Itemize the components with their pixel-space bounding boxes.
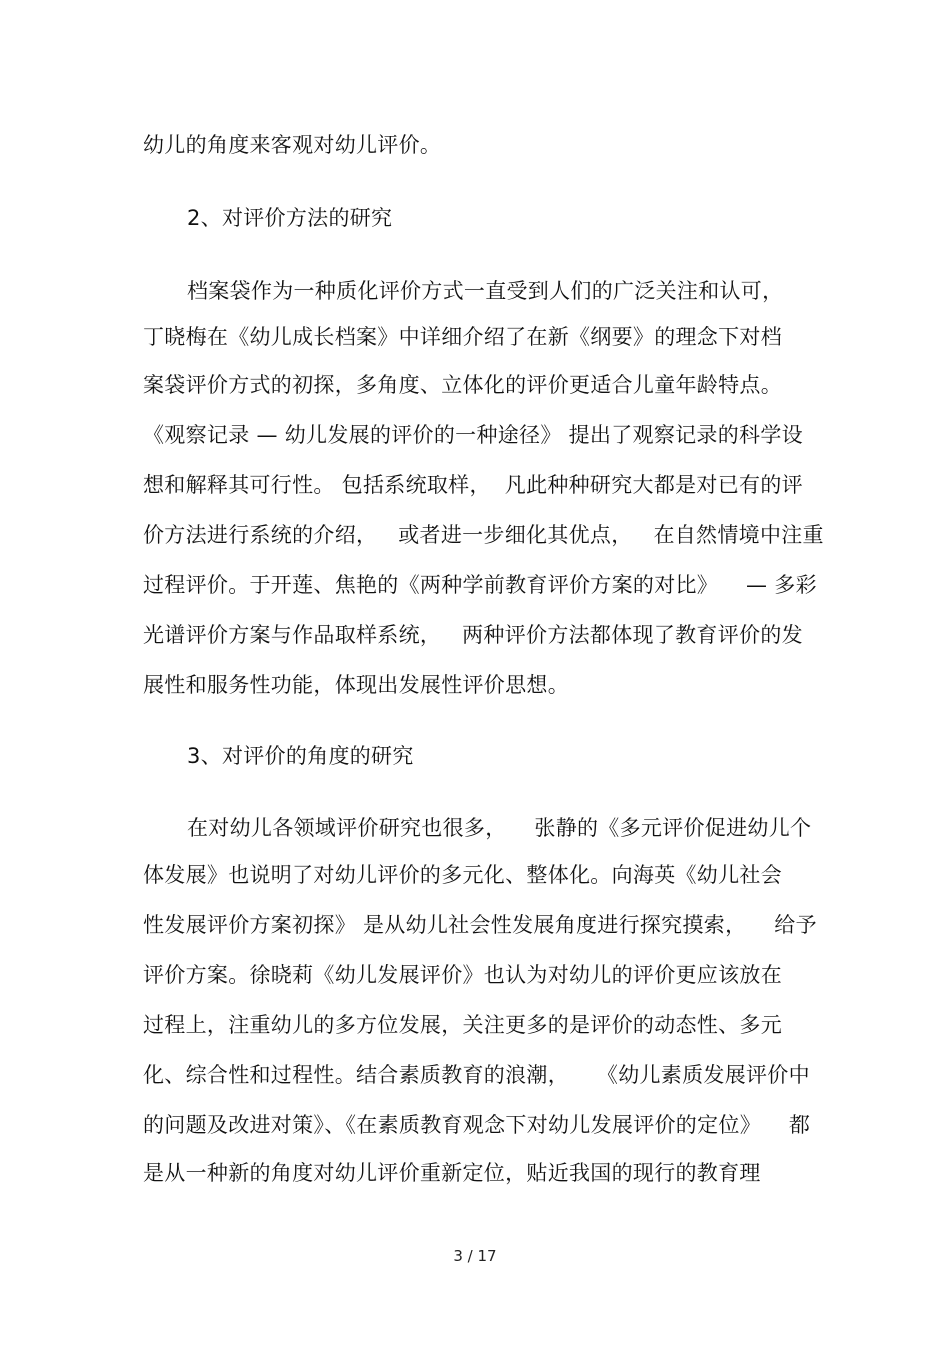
paragraph-line: 展性和服务性功能，体现出发展性评价思想。 [143, 673, 569, 697]
paragraph-line: 的问题及改进对策》、《在素质教育观念下对幼儿发展评价的定位》 都 [143, 1113, 811, 1137]
paragraph-line: 案袋评价方式的初探，多角度、立体化的评价更适合儿童年龄特点。 [143, 373, 782, 397]
paragraph-line: 丁晓梅在《幼儿成长档案》中详细介绍了在新《纲要》的理念下对档 [143, 325, 782, 349]
paragraph-line: 过程上，注重幼儿的多方位发展，关注更多的是评价的动态性、多元 [143, 1013, 782, 1037]
paragraph-line: 化、综合性和过程性。结合素质教育的浪潮， 《幼儿素质发展评价中 [143, 1063, 810, 1087]
paragraph-line: 档案袋作为一种质化评价方式一直受到人们的广泛关注和认可， [187, 279, 784, 303]
paragraph-line: 价方法进行系统的介绍， 或者进一步细化其优点， 在自然情境中注重 [143, 523, 824, 547]
paragraph-line: 幼儿的角度来客观对幼儿评价。 [143, 133, 442, 157]
paragraph-line: 是从一种新的角度对幼儿评价重新定位，贴近我国的现行的教育理 [143, 1161, 761, 1185]
paragraph-line: 《观察记录 — 幼儿发展的评价的一种途径》 提出了观察记录的科学设 [143, 423, 803, 447]
section-heading: 2、对评价方法的研究 [187, 206, 393, 230]
paragraph-line: 性发展评价方案初探》 是从幼儿社会性发展角度进行探究摸索， 给予 [143, 913, 817, 937]
paragraph-line: 评价方案。徐晓莉《幼儿发展评价》也认为对幼儿的评价更应该放在 [143, 963, 782, 987]
paragraph-line: 在对幼儿各领域评价研究也很多， 张静的《多元评价促进幼儿个 [187, 816, 812, 840]
paragraph-line: 过程评价。于开莲、焦艳的《两种学前教育评价方案的对比》 — 多彩 [143, 573, 817, 597]
page-number: 3 / 17 [453, 1247, 497, 1265]
section-heading: 3、对评价的角度的研究 [187, 744, 414, 768]
paragraph-line: 想和解释其可行性。 包括系统取样， 凡此种种研究大都是对已有的评 [143, 473, 803, 497]
paragraph-line: 光谱评价方案与作品取样系统， 两种评价方法都体现了教育评价的发 [143, 623, 803, 647]
paragraph-line: 体发展》也说明了对幼儿评价的多元化、整体化。向海英《幼儿社会 [143, 863, 782, 887]
